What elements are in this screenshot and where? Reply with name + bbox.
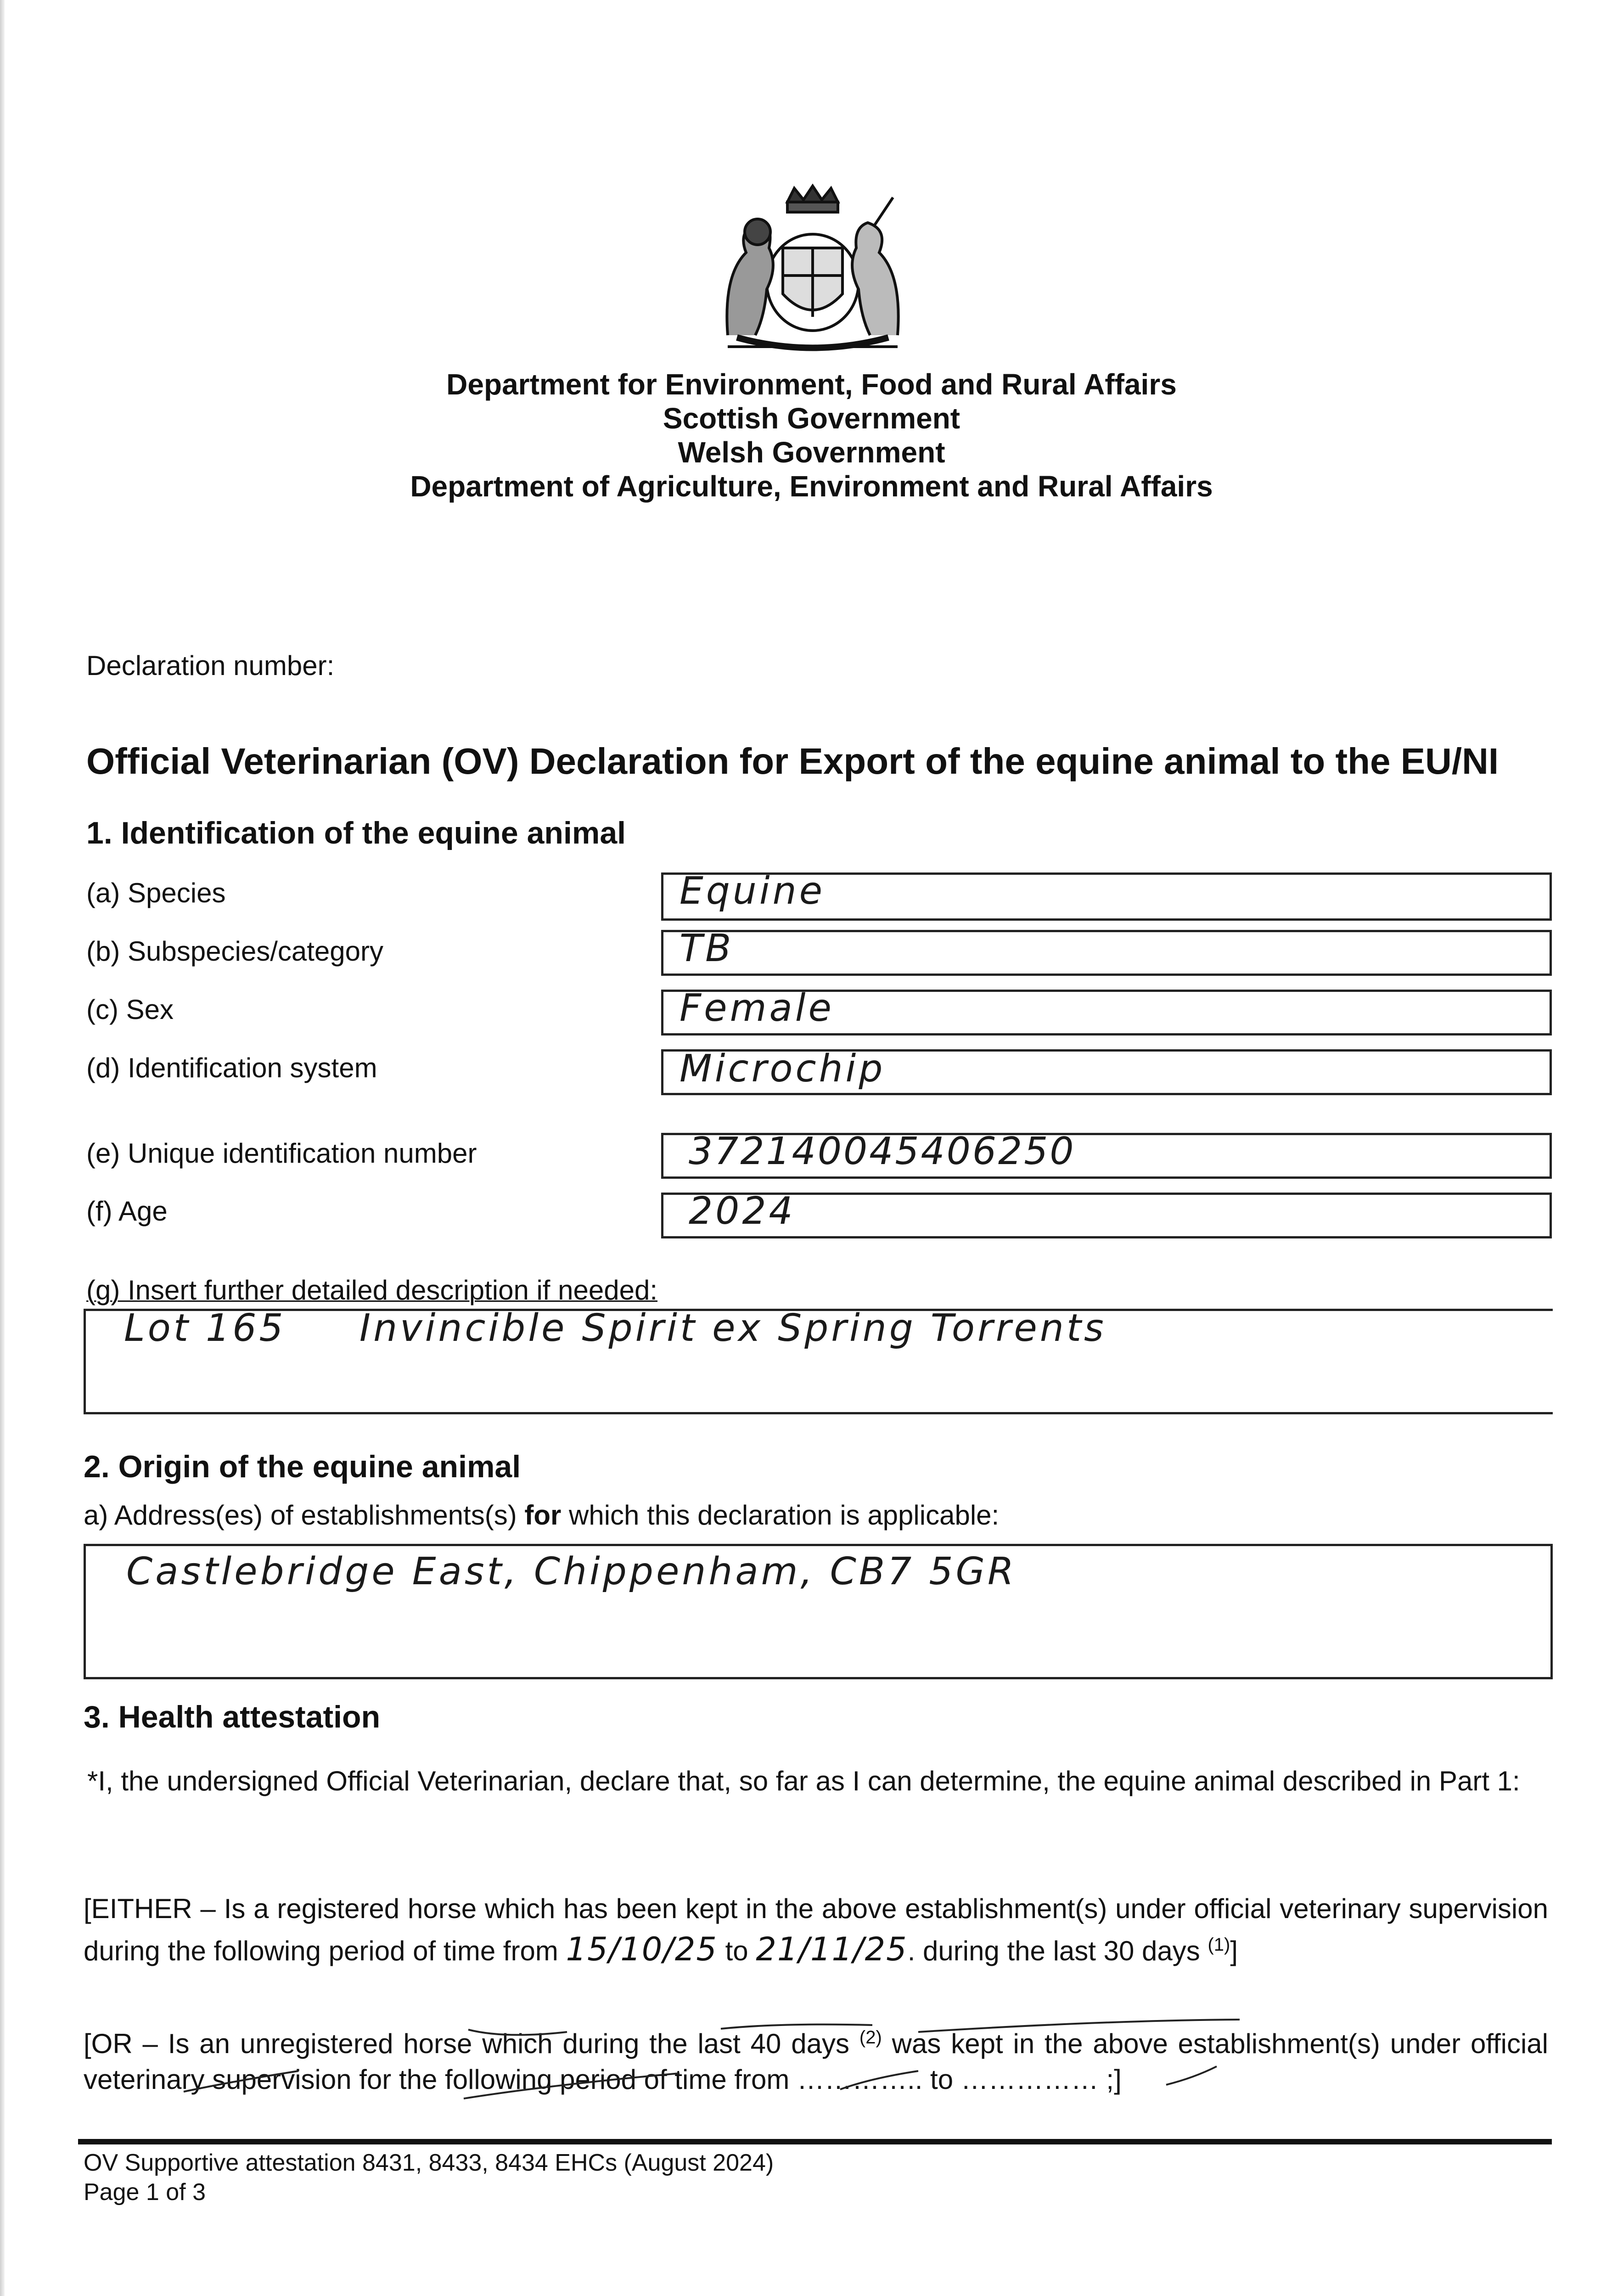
department-line-1: Department for Environment, Food and Rural Affairs (446, 368, 1177, 401)
either-clause: [EITHER – Is a registered horse which has been kept in the above establishment(s) under official veterinary supervision during the following period of time from 15/10/25 to 21/11/25. during the last 30 days $^{(1)}$] (84, 1893, 1548, 1968)
attestation-intro: *I, the undersigned Official Veterinarian, declare that, so far as I can determine, the equine animal described in Part 1: (87, 1766, 1520, 1796)
section3-heading: 3. Health attestation (84, 1699, 381, 1734)
department-line-4: Department of Agriculture, Environment and Rural Affairs (410, 470, 1213, 503)
section2-heading: 2. Origin of the equine animal (84, 1449, 521, 1484)
footer-attestation-ref: OV Supportive attestation 8431, 8433, 8434 EHCs (August 2024) (84, 2150, 774, 2176)
scan-edge (0, 0, 5, 2296)
age-value: 2024 (689, 1189, 796, 1233)
subspecies-field[interactable] (661, 930, 1552, 976)
further-description-label: (g) Insert further detailed description if needed: (86, 1275, 658, 1306)
unique-id-value: 372140045406250 (689, 1130, 1076, 1173)
sex-label: (c) Sex (86, 994, 174, 1025)
address-value: Castlebridge East, Chippenham, CB7 5GR (126, 1550, 1017, 1593)
department-line-2: Scottish Government (663, 402, 960, 435)
age-label: (f) Age (86, 1196, 168, 1227)
unique-id-label: (e) Unique identification number (86, 1138, 477, 1169)
species-label: (a) Species (86, 878, 226, 908)
document-title: Official Veterinarian (OV) Declaration for Export of the equine animal to the EU/NI (86, 741, 1499, 782)
sex-value: Female (680, 986, 834, 1030)
footer-page-number: Page 1 of 3 (84, 2179, 206, 2206)
subspecies-label: (b) Subspecies/category (86, 936, 383, 967)
identification-system-label: (d) Identification system (86, 1052, 377, 1083)
department-line-3: Welsh Government (678, 436, 945, 469)
either-from-date: 15/10/25 (566, 1930, 718, 1968)
subspecies-value: TB (680, 927, 734, 970)
royal-crest-icon (709, 184, 916, 363)
footer-rule (78, 2139, 1552, 2144)
section1-heading: 1. Identification of the equine animal (86, 816, 626, 850)
species-value: Equine (680, 869, 826, 913)
further-description-text: Lot 165 Invincible Spirit ex Spring Torrents (124, 1306, 1106, 1350)
declaration-number-label: Declaration number: (86, 650, 335, 681)
either-to-date: 21/11/25 (756, 1930, 908, 1968)
identification-system-value: Microchip (680, 1047, 886, 1091)
further-description-bottom-line (84, 1412, 1553, 1414)
address-label: a) Address(es) of establishments(s) for which this declaration is applicable: (84, 1500, 1000, 1531)
or-clause: [OR – Is an unregistered horse which during the last 40 days $^{(2)}$ was kept in the above establishment(s) under official veterinary supervision for the following period of time from ………….. to …………… ;] (84, 2027, 1549, 2095)
